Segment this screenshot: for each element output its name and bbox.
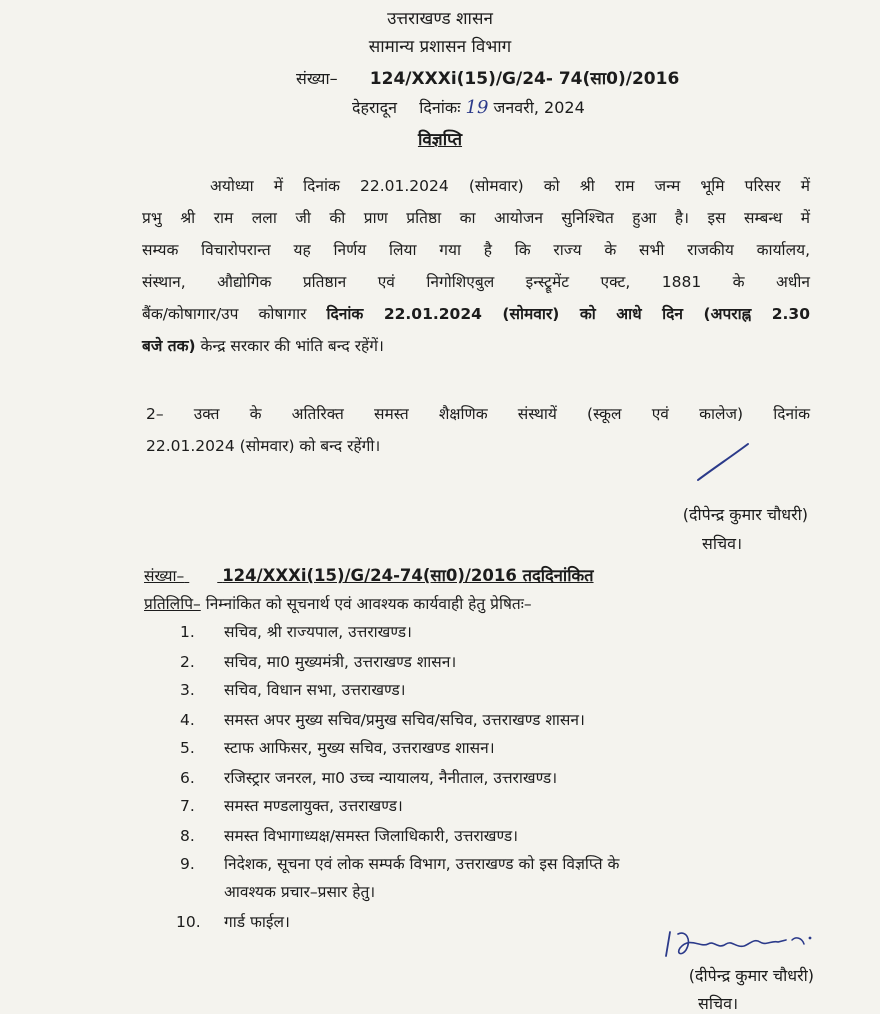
list-item [180,824,518,846]
signature-scribble-2 [656,926,826,962]
item-text: स्टाफ आफिसर, मुख्य सचिव, उत्तराखण्ड शासन। [224,739,495,757]
copy-reference [144,563,594,586]
signatory-name-2: (दीपेन्द्र कुमार चौधरी) [688,966,814,985]
copy-intro-label: प्रतिलिपि– [144,595,201,613]
copy-intro-text: निम्नांकित को सूचनार्थ एवं आवश्यक कार्यवाही हेतु प्रेषितः– [200,595,532,613]
para1-line: अयोध्या में दिनांक 22.01.2024 (सोमवार) को श्री राम जन्म भूमि परिसर में [210,177,810,195]
department-name: सामान्य प्रशासन विभाग [368,37,512,57]
item-number: 7. [180,797,195,815]
signature-stroke-1 [694,440,754,484]
date-day: 19 [465,97,489,118]
list-item [180,852,820,874]
item-number: 5. [180,739,195,757]
copy-number-value: 124/XXXi(15)/G/24-74(सा0)/2016 तददिनांकित [222,566,594,585]
list-item [180,736,495,758]
item-text: समस्त विभागाध्यक्ष/समस्त जिलाधिकारी, उत्तराखण्ड। [224,827,518,845]
paragraph-1 [142,170,810,362]
date-rest: जनवरी, 2024 [493,98,585,117]
item-text: आवश्यक प्रचार–प्रसार हेतु। [224,883,376,901]
document-title-wrap [0,127,880,150]
copy-intro [144,592,532,614]
item-text: समस्त मण्डलायुक्त, उत्तराखण्ड। [224,797,403,815]
item-text: सचिव, विधान सभा, उत्तराखण्ड। [224,681,406,699]
item-number: 1. [180,623,195,641]
item-number: 2. [180,653,195,671]
para1-line: प्रभु श्री राम लला जी की प्राण प्रतिष्ठा का आयोजन सुनिश्चित हुआ है। इस सम्बन्ध में [142,209,810,227]
government-name: उत्तराखण्ड शासन [387,9,493,29]
item-text: गार्ड फाईल। [224,913,290,931]
para2-line: 2– उक्त के अतिरिक्त समस्त शैक्षणिक संस्थायें (स्कूल एवं कालेज) दिनांक [146,405,810,423]
item-text: सचिव, मा0 मुख्यमंत्री, उत्तराखण्ड शासन। [224,653,457,671]
number-label: संख्या– [296,69,338,88]
para1-line5-bold: दिनांक 22.01.2024 (सोमवार) को आधे दिन (अपराह्न 2.30 [326,305,811,323]
list-item [180,880,375,902]
number-value: 124/XXXi(15)/G/24- 74(सा0)/2016 [369,69,680,89]
para1-line: सम्यक विचारोपरान्त यह निर्णय लिया गया है कि राज्य के सभी राजकीय कार्यालय, [142,241,810,259]
item-number: 9. [180,855,195,873]
item-number: 10. [176,913,201,931]
item-number: 4. [180,711,195,729]
para1-line [142,298,810,330]
item-number: 6. [180,769,195,787]
para1-line5-normal: बैंक/कोषागार/उप कोषागार [142,305,327,323]
item-number: 8. [180,827,195,845]
copy-number-label: संख्या– [144,567,185,585]
list-item [180,766,557,788]
para1-line6-normal: केन्द्र सरकार की भांति बन्द रहेंगें। [195,337,384,355]
place: देहरादून [352,98,398,117]
signatory-name-1: (दीपेन्द्र कुमार चौधरी) [682,505,808,524]
item-text: निदेशक, सूचना एवं लोक सम्पर्क विभाग, उत्तराखण्ड को इस विज्ञप्ति के [224,855,620,873]
date-label: दिनांकः [419,98,461,117]
item-text: सचिव, श्री राज्यपाल, उत्तराखण्ड। [224,623,412,641]
signatory-designation-1: सचिव। [702,534,743,553]
item-number: 3. [180,681,195,699]
document-title: विज्ञप्ति [417,130,463,150]
list-item [180,708,585,730]
list-item [176,910,290,932]
item-text: रजिस्ट्रार जनरल, मा0 उच्च न्यायालय, नैनीताल, उत्तराखण्ड। [224,769,558,787]
para1-line6-bold: बजे तक) [142,337,196,355]
para1-line [142,330,810,362]
para2-line: 22.01.2024 (सोमवार) को बन्द रहेंगी। [146,437,381,455]
reference-number [296,66,679,89]
list-item [180,678,406,700]
place-date-line [352,96,585,118]
signatory-designation-2: सचिव। [698,994,739,1013]
list-item [180,620,412,642]
para1-line: संस्थान, औद्योगिक प्रतिष्ठान एवं निगोशिएबुल इन्स्ट्रूमेंट एक्ट, 1881 के अधीन [142,273,810,291]
list-item [180,794,403,816]
list-item [180,650,456,672]
item-text: समस्त अपर मुख्य सचिव/प्रमुख सचिव/सचिव, उत्तराखण्ड शासन। [224,711,585,729]
